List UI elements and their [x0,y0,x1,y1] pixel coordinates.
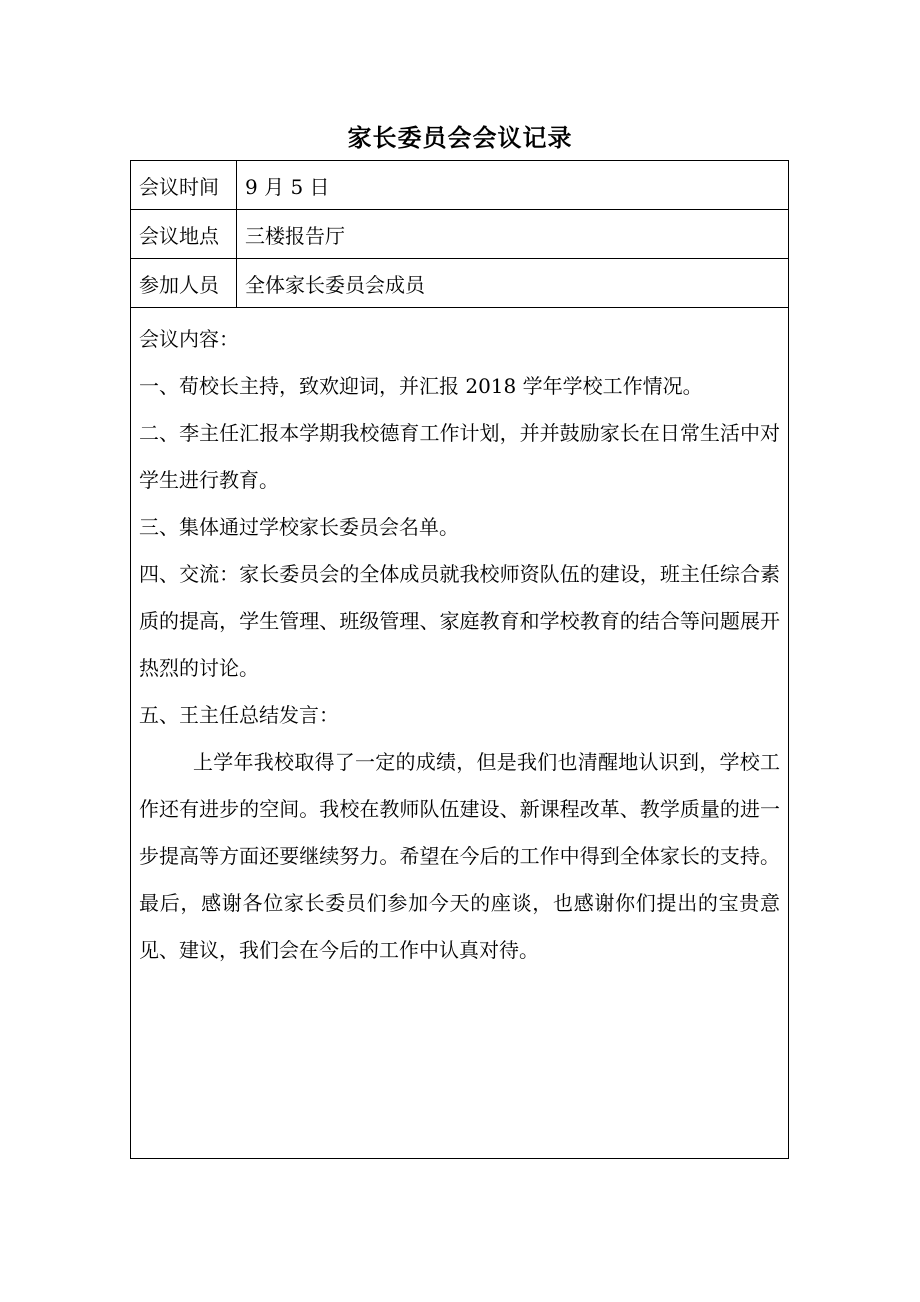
meeting-time-label: 会议时间 [131,161,237,210]
summary-paragraph: 上学年我校取得了一定的成绩，但是我们也清醒地认识到，学校工作还有进步的空间。我校在教师队伍建设、新课程改革、教学质量的进一步提高等方面还要继续努力。希望在今后的工作中得到全体家长的支持。最后，感谢各位家长委员们参加今天的座谈，也感谢你们提出的宝贵意见、建议，我们会在今后的工作中认真对待。 [139,750,780,962]
meeting-record-table [130,160,789,1159]
meeting-time-value: 9 月 5 日 [237,161,789,210]
agenda-item-2: 二、李主任汇报本学期我校德育工作计划，并并鼓励家长在日常生活中对学生进行教育。 [139,421,780,492]
agenda-item-3: 三、集体通过学校家长委员会名单。 [139,515,459,539]
meeting-location-value: 三楼报告厅 [237,210,789,259]
table-row [131,259,789,308]
attendees-value: 全体家长委员会成员 [237,259,789,308]
agenda-item-1: 一、荀校长主持，致欢迎词，并汇报 2018 学年学校工作情况。 [139,374,703,398]
content-row [131,308,789,1159]
agenda-item-5: 五、王主任总结发言： [139,703,339,727]
document-title: 家长委员会会议记录 [347,123,573,152]
meeting-location-label: 会议地点 [131,210,237,259]
meeting-content-cell [131,308,789,1159]
table-row [131,161,789,210]
table-row [131,210,789,259]
content-heading: 会议内容： [139,327,239,351]
agenda-item-4: 四、交流：家长委员会的全体成员就我校师资队伍的建设，班主任综合素质的提高，学生管理、班级管理、家庭教育和学校教育的结合等问题展开热烈的讨论。 [139,562,780,680]
attendees-label: 参加人员 [131,259,237,308]
